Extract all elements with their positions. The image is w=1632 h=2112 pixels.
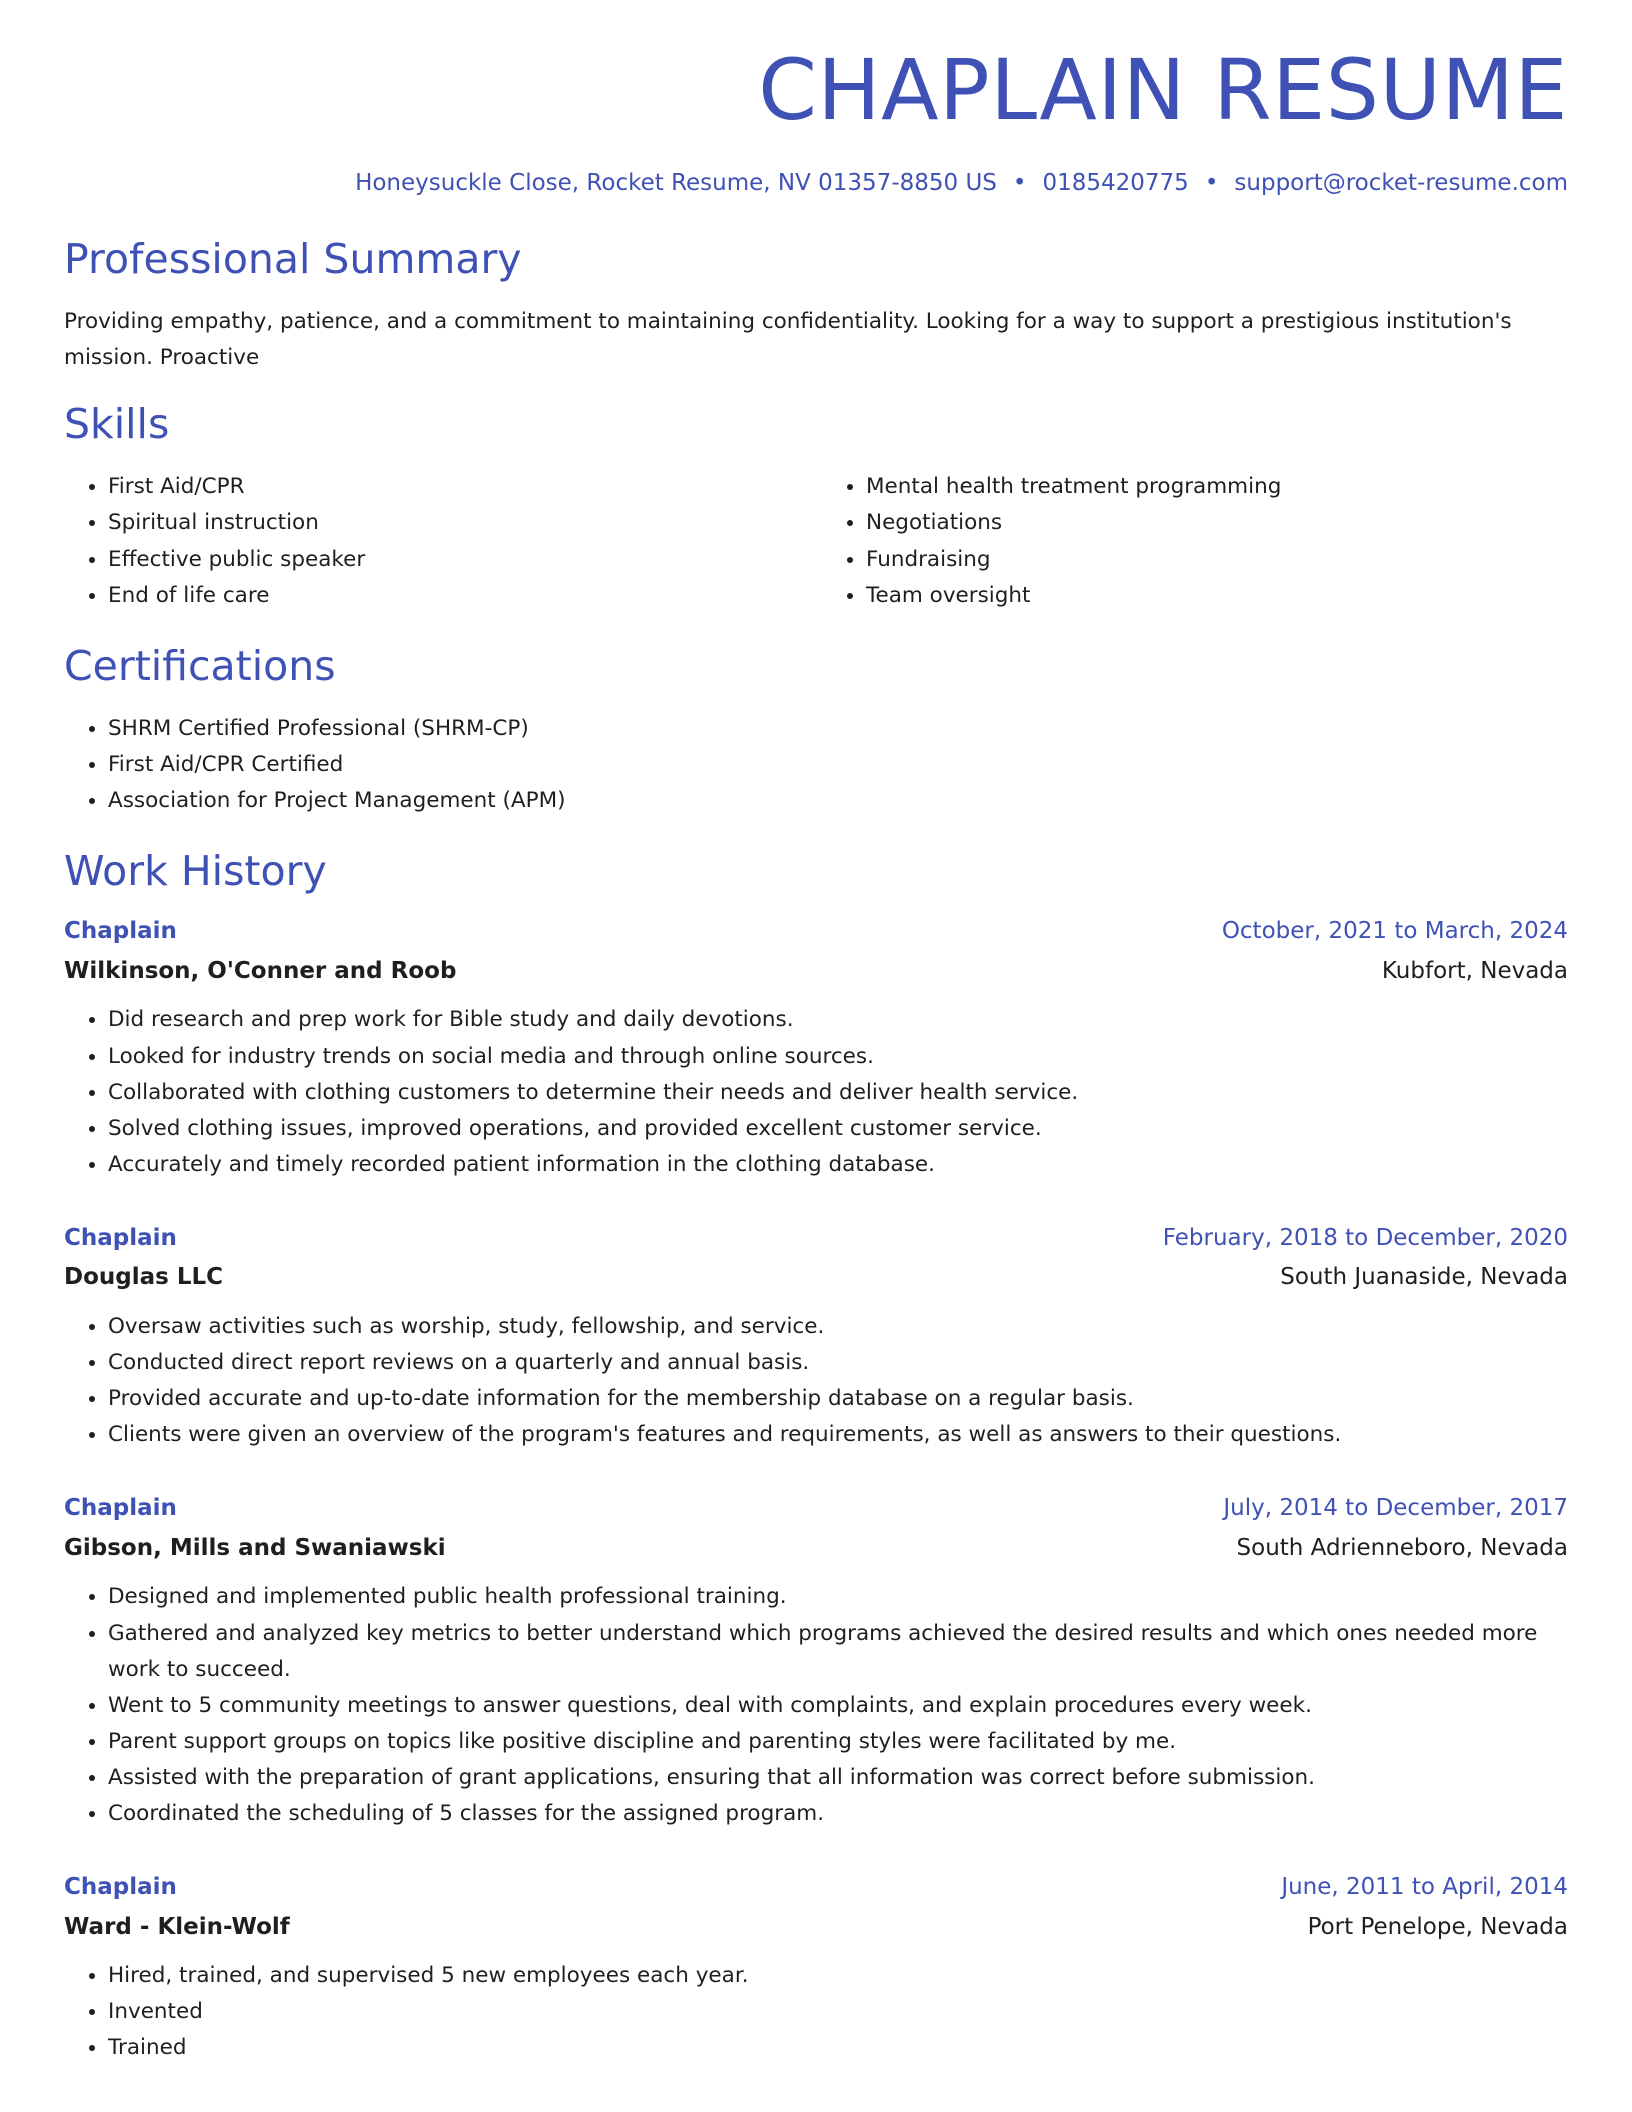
job-dates: February, 2018 to December, 2020 bbox=[1162, 1224, 1568, 1251]
job-heading-row bbox=[64, 1221, 1568, 1256]
job-bullet: • Went to 5 community meetings to answer questions, deal with complaints, and explain procedures every week. bbox=[108, 1688, 1568, 1724]
job-location: South Juanaside, Nevada bbox=[1280, 1264, 1568, 1291]
job-dates: July, 2014 to December, 2017 bbox=[1223, 1495, 1568, 1522]
contact-line bbox=[64, 169, 1568, 199]
job-entry bbox=[64, 1870, 1568, 2066]
contact-separator: • bbox=[1012, 169, 1027, 196]
job-bullet: • Invented bbox=[108, 1994, 1568, 2030]
skill-item: • First Aid/CPR bbox=[108, 469, 810, 505]
job-company: Ward - Klein-Wolf bbox=[64, 1913, 290, 1940]
skills-title: Skills bbox=[64, 400, 170, 449]
skill-item: • Spiritual instruction bbox=[108, 505, 810, 541]
job-bullet: • Designed and implemented public health professional training. bbox=[108, 1579, 1568, 1615]
skills-grid bbox=[64, 469, 1568, 613]
job-bullets bbox=[64, 1309, 1568, 1453]
certification-item: • Association for Project Management (APM) bbox=[108, 783, 1568, 819]
job-bullet: • Accurately and timely recorded patient information in the clothing database. bbox=[108, 1147, 1568, 1183]
skill-item: • Team oversight bbox=[866, 578, 1568, 614]
skills-list-right bbox=[822, 469, 1568, 613]
job-title: Chaplain bbox=[64, 1224, 177, 1251]
job-bullet: • Clients were given an overview of the program's features and requirements, as well as answers to their questions. bbox=[108, 1417, 1568, 1453]
job-bullets bbox=[64, 1002, 1568, 1183]
certifications-section bbox=[64, 642, 1568, 820]
contact-address: Honeysuckle Close, Rocket Resume, NV 01357-8850 US bbox=[355, 169, 997, 196]
job-bullets bbox=[64, 1579, 1568, 1832]
job-bullet: • Trained bbox=[108, 2030, 1568, 2066]
summary-section bbox=[64, 235, 1568, 376]
skills-section bbox=[64, 400, 1568, 614]
resume-header bbox=[64, 40, 1568, 199]
job-bullet: • Solved clothing issues, improved operations, and provided excellent customer service. bbox=[108, 1111, 1568, 1147]
contact-separator: • bbox=[1204, 169, 1219, 196]
job-bullet: • Hired, trained, and supervised 5 new employees each year. bbox=[108, 1958, 1568, 1994]
job-bullet: • Conducted direct report reviews on a quarterly and annual basis. bbox=[108, 1345, 1568, 1381]
job-entry bbox=[64, 1491, 1568, 1832]
job-location: Port Penelope, Nevada bbox=[1307, 1913, 1568, 1940]
job-heading-row bbox=[64, 914, 1568, 949]
job-bullet: • Collaborated with clothing customers to determine their needs and deliver health service. bbox=[108, 1075, 1568, 1111]
work-history-section bbox=[64, 847, 1568, 2066]
certification-item: • First Aid/CPR Certified bbox=[108, 747, 1568, 783]
job-location: Kubfort, Nevada bbox=[1381, 957, 1568, 984]
work-history-title: Work History bbox=[64, 847, 327, 896]
skill-item: • Fundraising bbox=[866, 542, 1568, 578]
skill-item: • End of life care bbox=[108, 578, 810, 614]
job-bullet: • Assisted with the preparation of grant applications, ensuring that all information was correct before submission. bbox=[108, 1760, 1568, 1796]
job-entry bbox=[64, 1221, 1568, 1453]
job-company-row bbox=[64, 949, 1568, 989]
certifications-list bbox=[64, 711, 1568, 819]
job-bullets bbox=[64, 1958, 1568, 2066]
job-company: Wilkinson, O'Conner and Roob bbox=[64, 957, 457, 984]
job-bullet: • Oversaw activities such as worship, study, fellowship, and service. bbox=[108, 1309, 1568, 1345]
job-company-row bbox=[64, 1905, 1568, 1945]
job-company: Douglas LLC bbox=[64, 1264, 224, 1291]
certification-item: • SHRM Certified Professional (SHRM-CP) bbox=[108, 711, 1568, 747]
job-company: Gibson, Mills and Swaniawski bbox=[64, 1534, 446, 1561]
job-company-row bbox=[64, 1526, 1568, 1566]
job-bullet: • Provided accurate and up-to-date information for the membership database on a regular basis. bbox=[108, 1381, 1568, 1417]
job-title: Chaplain bbox=[64, 1874, 177, 1901]
job-bullet: • Did research and prep work for Bible study and daily devotions. bbox=[108, 1002, 1568, 1038]
job-title: Chaplain bbox=[64, 918, 177, 945]
skill-item: • Effective public speaker bbox=[108, 542, 810, 578]
job-heading-row bbox=[64, 1870, 1568, 1905]
job-bullet: • Looked for industry trends on social media and through online sources. bbox=[108, 1039, 1568, 1075]
job-bullet: • Gathered and analyzed key metrics to better understand which programs achieved the desired results and which ones needed more work to succeed. bbox=[108, 1616, 1568, 1688]
contact-email: support@rocket-resume.com bbox=[1234, 169, 1568, 196]
job-heading-row bbox=[64, 1491, 1568, 1526]
job-bullet: • Coordinated the scheduling of 5 classes for the assigned program. bbox=[108, 1796, 1568, 1832]
job-location: South Adrienneboro, Nevada bbox=[1236, 1534, 1568, 1561]
certifications-title: Certifications bbox=[64, 641, 336, 690]
resume-name: CHAPLAIN RESUME bbox=[758, 41, 1568, 139]
skill-item: • Negotiations bbox=[866, 505, 1568, 541]
skills-list-left bbox=[64, 469, 810, 613]
contact-phone: 0185420775 bbox=[1042, 169, 1189, 196]
job-title: Chaplain bbox=[64, 1495, 177, 1522]
job-dates: October, 2021 to March, 2024 bbox=[1221, 918, 1568, 945]
job-company-row bbox=[64, 1255, 1568, 1295]
job-entry bbox=[64, 914, 1568, 1183]
summary-title: Professional Summary bbox=[64, 234, 522, 283]
job-bullet: • Parent support groups on topics like positive discipline and parenting styles were facilitated by me. bbox=[108, 1724, 1568, 1760]
job-dates: June, 2011 to April, 2014 bbox=[1281, 1874, 1568, 1901]
skill-item: • Mental health treatment programming bbox=[866, 469, 1568, 505]
summary-text: Providing empathy, patience, and a commitment to maintaining confidentiality. Looking for a way to support a prestigious institution's mission. Proactive bbox=[64, 308, 1512, 370]
